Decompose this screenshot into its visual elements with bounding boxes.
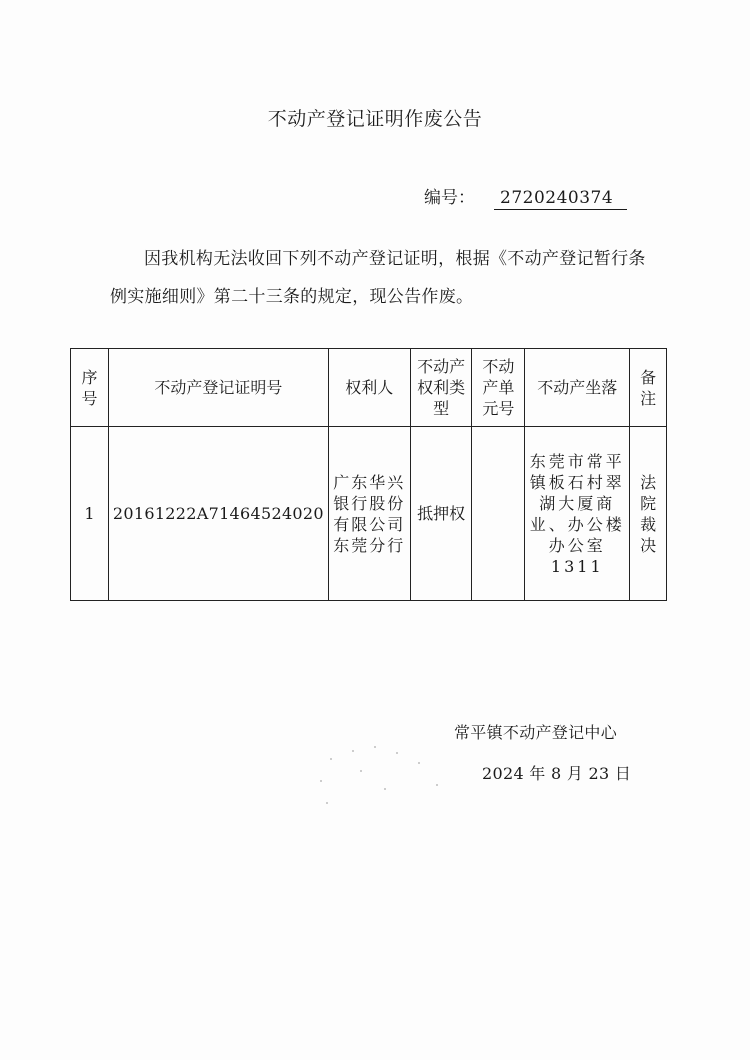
header-location: 不动产坐落 <box>525 349 630 427</box>
header-right-type: 不动产权利类型 <box>410 349 472 427</box>
header-note: 备注 <box>630 349 667 427</box>
header-cert-number: 不动产登记证明号 <box>108 349 328 427</box>
table-header-row <box>71 349 667 427</box>
header-unit-number: 不动产单元号 <box>472 349 525 427</box>
cell-owner: 广东华兴银行股份有限公司东莞分行 <box>328 427 410 601</box>
cell-location: 东莞市常平镇板石村翠湖大厦商业、办公楼办公室 1311 <box>525 427 630 601</box>
document-number-value: 2720240374 <box>494 188 627 210</box>
cell-unit-number <box>472 427 525 601</box>
issuer-name: 常平镇不动产登记中心 <box>454 723 618 742</box>
cell-right-type: 抵押权 <box>410 427 472 601</box>
cell-note: 法院裁决 <box>630 427 667 601</box>
announcement-body: 因我机构无法收回下列不动产登记证明，根据《不动产登记暂行条例实施细则》第二十三条的规定，现公告作废。 <box>110 249 646 307</box>
header-seq: 序号 <box>71 349 109 427</box>
header-owner: 权利人 <box>328 349 410 427</box>
table-row <box>71 427 667 601</box>
issue-date: 2024 年 8 月 23 日 <box>482 764 632 783</box>
page-title: 不动产登记证明作废公告 <box>267 108 483 130</box>
document-number <box>424 183 627 210</box>
records-table <box>70 348 667 601</box>
cell-seq: 1 <box>71 427 109 601</box>
faint-seal-mark <box>300 740 460 830</box>
cell-cert-number: 20161222A71464524020 <box>108 427 328 601</box>
document-number-label: 编号： <box>424 188 475 208</box>
